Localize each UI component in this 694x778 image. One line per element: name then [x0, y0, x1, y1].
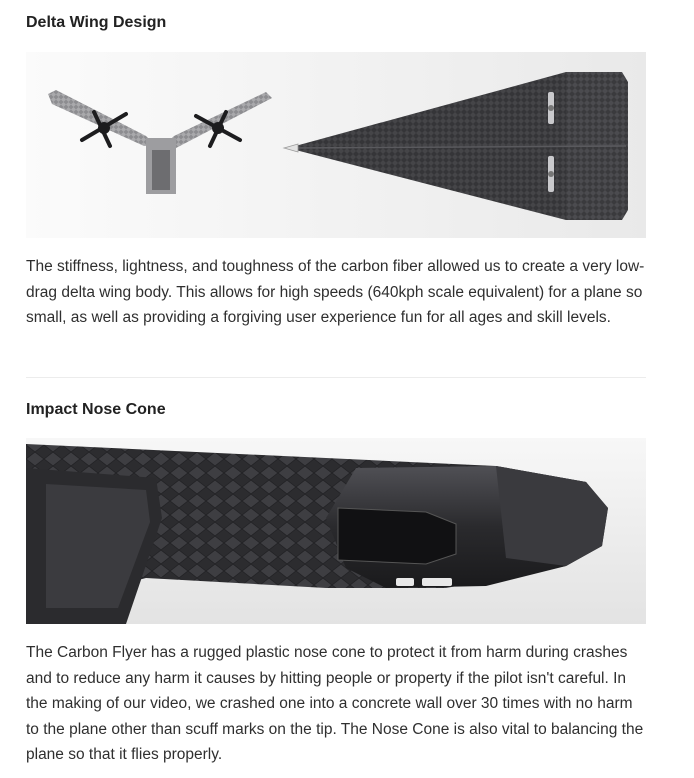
nose-cone-closeup-image — [26, 438, 646, 624]
nose-cone-description — [26, 640, 646, 768]
section-paragraph: The stiffness, lightness, and toughness of the carbon fiber allowed us to create a very low-drag delta wing body. This allows for high speeds (640kph scale equivalent) for a plane so small, as well as providing a forgiving user experience fun for all ages and skill levels. — [26, 258, 645, 326]
delta-wing-description — [26, 254, 646, 331]
section-heading: Delta Wing Design — [26, 14, 167, 31]
delta-wing-plane-image — [26, 52, 646, 238]
section-nose-cone — [26, 400, 646, 420]
section-heading: Impact Nose Cone — [26, 401, 166, 418]
section-paragraph: The Carbon Flyer has a rugged plastic nose cone to protect it from harm during crashes and to reduce any harm it causes by hitting people or property if the pilot isn't careful. In the making of our video, we crashed one into a concrete wall over 30 times with no harm to the plane other than scuff marks on the tip. The Nose Cone is also vital to balancing the plane so that it flies properly. — [26, 644, 644, 763]
section-delta-wing — [26, 13, 646, 33]
section-divider — [26, 377, 646, 378]
